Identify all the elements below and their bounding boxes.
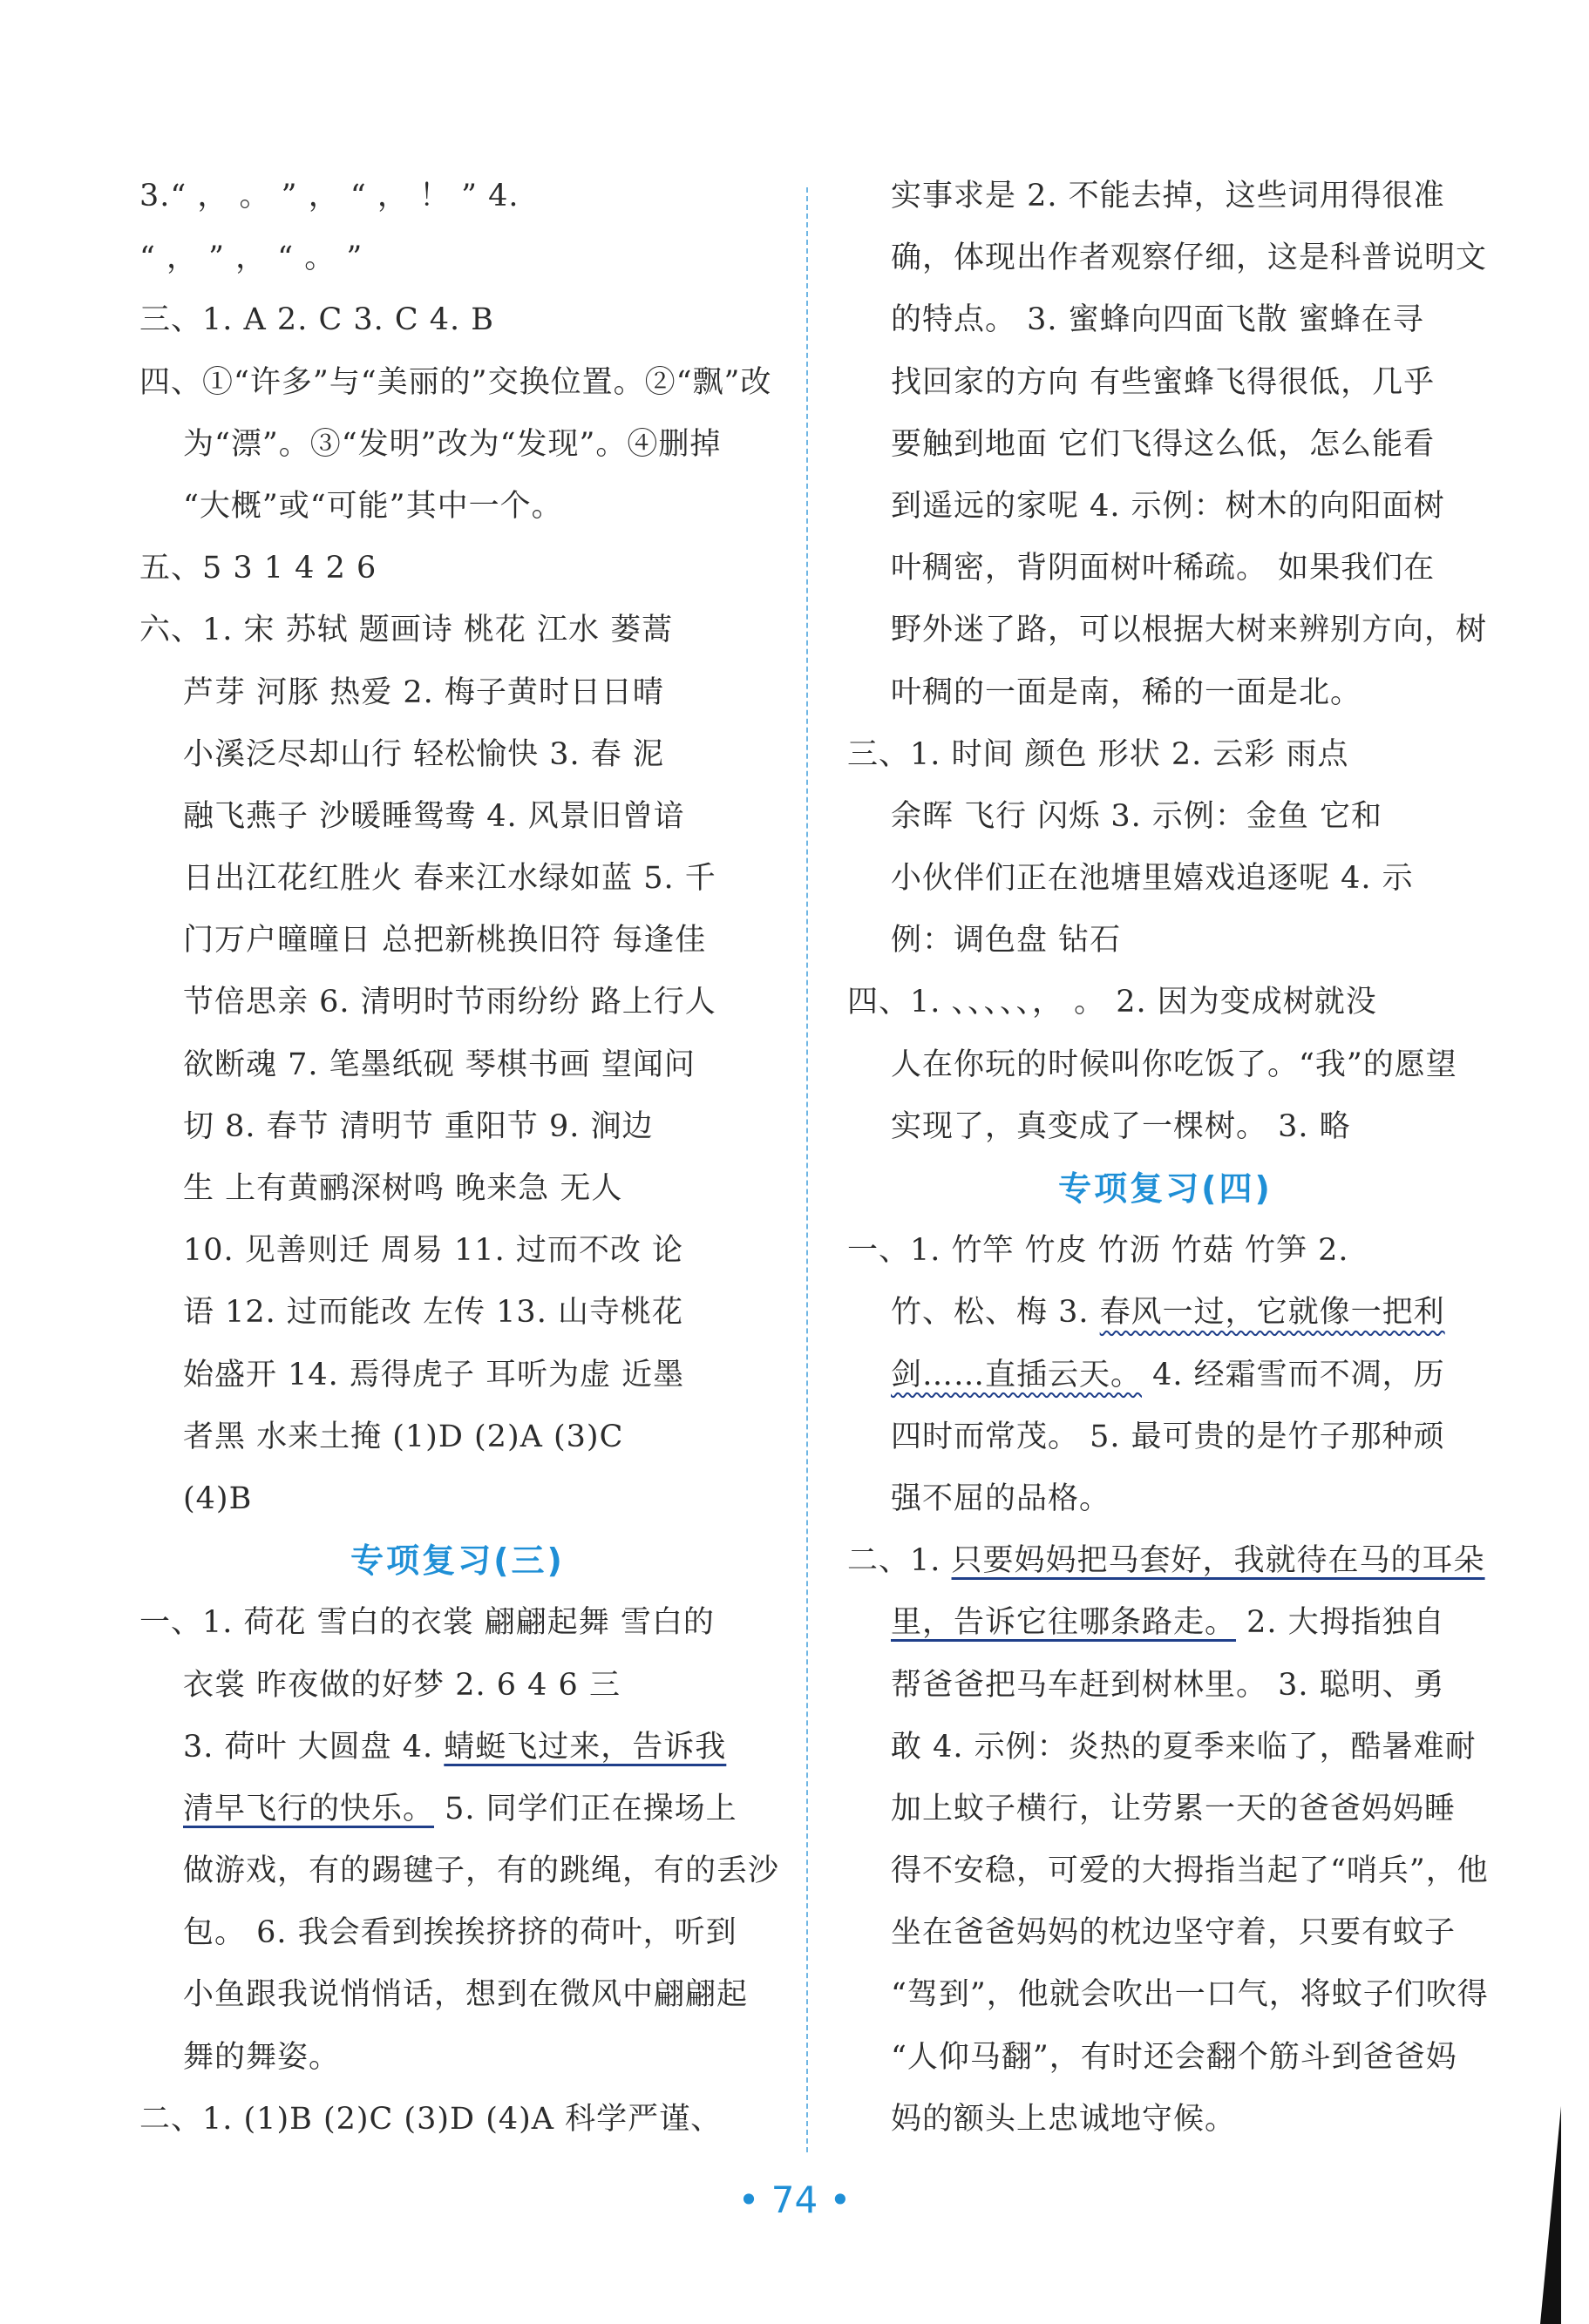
answer-text: 余晖 飞行 闪烁 3. 示例：金鱼 它和 [891, 798, 1383, 834]
underlined-answer: 里，告诉它往哪条路走。 [891, 1605, 1237, 1641]
answer-text: 始盛开 14. 焉得虎子 耳听为虚 近墨 [183, 1357, 685, 1392]
answer-line [847, 538, 1484, 600]
answer-line [139, 352, 776, 414]
answer-text: 节倍思亲 6. 清明时节雨纷纷 路上行人 [183, 985, 716, 1020]
answer-text: 五、5 3 1 4 2 6 [139, 551, 377, 586]
answer-text: 四、①“许多”与“美丽的”交换位置。②“飘”改 [139, 364, 772, 400]
answer-line [139, 972, 776, 1033]
answer-text: 3.“ [139, 179, 187, 213]
answer-text: 到遥远的家呢 4. 示例：树木的向阳面树 [891, 488, 1445, 524]
answer-line [139, 1406, 776, 1468]
section-heading: 专项复习(三) [350, 1541, 565, 1581]
answer-text: 二、1. (1)B (2)C (3)D (4)A 科学严谨、 [139, 2101, 723, 2137]
answer-text: 坐在爸爸妈妈的枕边坚守着，只要有蚊子 [891, 1915, 1457, 1951]
section-heading: 专项复习(四) [1058, 1169, 1273, 1208]
answer-line [139, 1779, 776, 1840]
answer-line [139, 1220, 776, 1282]
answer-line [847, 1717, 1484, 1779]
answer-text: “驾到”，他就会吹出一口气，将蚊子们吹得 [891, 1977, 1489, 2013]
answer-text: 四时而常茂。 5. 最可贵的是竹子那种顽 [891, 1419, 1445, 1454]
answer-text: “ ， ” ， “ 。 ” [139, 241, 363, 276]
answer-line [847, 1034, 1484, 1096]
answer-text: 一、1. 荷花 雪白的衣裳 翩翩起舞 雪白的 [139, 1605, 715, 1641]
answer-text: 4. 经霜雪而不凋，历 [1142, 1357, 1445, 1392]
page-number: • 74 • [737, 2178, 852, 2221]
answer-line [847, 972, 1484, 1033]
answer-line [139, 1468, 776, 1530]
answer-text: 四、1. 、、、、、， 。 2. 因为变成树就没 [847, 985, 1377, 1020]
answer-line [847, 1220, 1484, 1282]
answer-line [139, 1840, 780, 1902]
answer-line [847, 1964, 1489, 2026]
answer-line [847, 2027, 1484, 2089]
answer-text: 欲断魂 7. 笔墨纸砚 琴棋书画 望闻问 [183, 1047, 696, 1082]
answer-line [847, 1345, 1484, 1406]
answer-text: 语 12. 过而能改 左传 13. 山寺桃花 [183, 1295, 683, 1331]
answer-text: 日出江花红胜火 春来江水绿如蓝 5. 千 [183, 861, 716, 897]
answer-text: 切 8. 春节 清明节 重阳节 9. 涧边 [183, 1108, 654, 1144]
answer-line [139, 1345, 776, 1406]
answer-line [847, 1840, 1489, 1902]
answer-line [139, 1902, 776, 1964]
answer-line [847, 1902, 1484, 1964]
right-column [847, 166, 1489, 2151]
answer-text: 包。 6. 我会看到挨挨挤挤的荷叶，听到 [183, 1915, 737, 1951]
answer-text: 妈的额头上忠诚地守候。 [891, 2101, 1237, 2137]
answer-text: “大概”或“可能”其中一个。 [183, 488, 563, 524]
answer-text: ， 。 ” ， “ ， ！ ” 4. [187, 179, 519, 213]
answer-line [139, 166, 776, 227]
answer-text: 生 上有黄鹂深树鸣 晚来急 无人 [183, 1171, 623, 1206]
answer-text: 人在你玩的时候叫你吃饭了。“我”的愿望 [891, 1047, 1457, 1082]
answer-line [139, 1592, 776, 1654]
answer-line [847, 910, 1484, 972]
answer-text: (4)B [183, 1480, 253, 1516]
answer-line [139, 1964, 776, 2026]
answer-text: 5. 同学们正在操场上 [434, 1791, 737, 1826]
answer-text: 得不安稳，可爱的大拇指当起了“哨兵”，他 [891, 1853, 1489, 1889]
answer-line [139, 1096, 776, 1158]
answer-text: 加上蚊子横行，让劳累一天的爸爸妈妈睡 [891, 1791, 1457, 1826]
answer-line [847, 227, 1488, 289]
answer-line [139, 1655, 776, 1717]
answer-line [847, 1530, 1484, 1592]
answer-text: 小鱼跟我说悄悄话，想到在微风中翩翩起 [183, 1977, 749, 2013]
answer-text: 叶稠密，背阴面树叶稀疏。 如果我们在 [891, 551, 1436, 586]
answer-line [847, 352, 1484, 414]
answer-line [139, 2089, 776, 2151]
answer-line [847, 414, 1484, 476]
answer-text: 一、1. 竹竿 竹皮 竹沥 竹菇 竹笋 2. [847, 1233, 1349, 1269]
answer-line [139, 227, 776, 289]
underlined-answer: 清早飞行的快乐。 [183, 1791, 435, 1826]
answer-text: 实现了，真变成了一棵树。 3. 略 [891, 1108, 1351, 1144]
answer-line [847, 1779, 1484, 1840]
answer-line [139, 289, 776, 351]
answer-text: 三、1. A 2. C 3. C 4. B [139, 302, 495, 338]
answer-line [847, 600, 1488, 661]
answer-line [139, 848, 776, 910]
answer-text: 找回家的方向 有些蜜蜂飞得很低，几乎 [891, 364, 1436, 400]
left-column [139, 166, 780, 2151]
answer-line [847, 476, 1484, 538]
answer-line [847, 2089, 1484, 2151]
answer-text: 做游戏，有的踢毽子，有的跳绳，有的丢沙 [183, 1853, 780, 1889]
answer-text: 芦芽 河豚 热爱 2. 梅子黄时日日晴 [183, 674, 664, 710]
answer-text: 衣裳 昨夜做的好梦 2. 6 4 6 三 [183, 1667, 621, 1703]
answer-line [139, 2027, 776, 2089]
answer-text: 10. 见善则迁 周易 11. 过而不改 论 [183, 1233, 683, 1269]
answer-line [139, 1717, 776, 1779]
answer-text: 融飞燕子 沙暖睡鸳鸯 4. 风景旧曾谙 [183, 798, 685, 834]
answer-text: 小溪泛尽却山行 轻松愉快 3. 春 泥 [183, 736, 664, 772]
answer-line [847, 166, 1484, 227]
answer-line [139, 1282, 776, 1344]
answer-text: 3. 荷叶 大圆盘 4. [183, 1729, 445, 1765]
page-edge-shadow [1540, 2106, 1561, 2324]
answer-line [139, 786, 776, 848]
answer-text: 门万户曈曈日 总把新桃换旧符 每逢佳 [183, 923, 707, 959]
answer-text: 2. 大拇指独自 [1236, 1605, 1445, 1641]
wavy-underlined-answer: 春风一过，它就像一把利 [1099, 1295, 1445, 1331]
answer-text: 的特点。 3. 蜜蜂向四面飞散 蜜蜂在寻 [891, 302, 1424, 338]
answer-text: 者黑 水来土掩 (1)D (2)A (3)C [183, 1419, 624, 1454]
answer-text: 三、1. 时间 颜色 形状 2. 云彩 雨点 [847, 736, 1349, 772]
answer-line [139, 414, 776, 476]
answer-line [139, 662, 776, 724]
answer-line [847, 1406, 1484, 1468]
answer-text: 二、1. [847, 1543, 952, 1579]
answer-text: 敢 4. 示例：炎热的夏季来临了，酷暑难耐 [891, 1729, 1477, 1765]
underlined-answer: 蜻蜓飞过来，告诉我 [444, 1729, 727, 1765]
answer-line [847, 1655, 1484, 1717]
answer-line [847, 1468, 1484, 1530]
column-divider [806, 187, 808, 2152]
answer-text: 小伙伴们正在池塘里嬉戏追逐呢 4. 示 [891, 861, 1414, 897]
answer-line [139, 910, 776, 972]
answer-line [847, 1282, 1484, 1344]
answer-line [139, 1034, 776, 1096]
answer-text: 要触到地面 它们飞得这么低，怎么能看 [891, 426, 1436, 462]
answer-text: 六、1. 宋 苏轼 题画诗 桃花 江水 蒌蒿 [139, 613, 674, 648]
answer-text: 帮爸爸把马车赶到树林里。 3. 聪明、勇 [891, 1667, 1445, 1703]
answer-line [847, 662, 1484, 724]
answer-line [847, 1592, 1484, 1654]
answer-line [847, 1096, 1484, 1158]
answer-text: 确，体现出作者观察仔细，这是科普说明文 [891, 241, 1488, 276]
answer-line [847, 848, 1484, 910]
answer-text: 叶稠的一面是南，稀的一面是北。 [891, 674, 1362, 710]
wavy-underlined-answer: 剑……直插云天。 [891, 1357, 1143, 1392]
answer-line [847, 724, 1484, 786]
answer-line [139, 600, 776, 661]
answer-line [139, 476, 776, 538]
answer-line [139, 724, 776, 786]
answer-text: 强不屈的品格。 [891, 1480, 1111, 1516]
answer-line [139, 538, 776, 600]
answer-text: 例：调色盘 钻石 [891, 923, 1122, 959]
answer-text: “人仰马翻”，有时还会翻个筋斗到爸爸妈 [891, 2039, 1457, 2075]
answer-line [139, 1158, 776, 1220]
answer-text: 野外迷了路，可以根据大树来辨别方向，树 [891, 613, 1488, 648]
answer-text: 为“漂”。③“发明”改为“发现”。④删掉 [183, 426, 722, 462]
answer-text: 实事求是 2. 不能去掉，这些词用得很准 [891, 179, 1445, 213]
answer-line [847, 289, 1484, 351]
answer-line [847, 786, 1484, 848]
answer-text: 竹、松、梅 3. [891, 1295, 1100, 1331]
answer-text: 舞的舞姿。 [183, 2039, 341, 2075]
underlined-answer: 只要妈妈把马套好，我就待在马的耳朵 [951, 1543, 1485, 1579]
